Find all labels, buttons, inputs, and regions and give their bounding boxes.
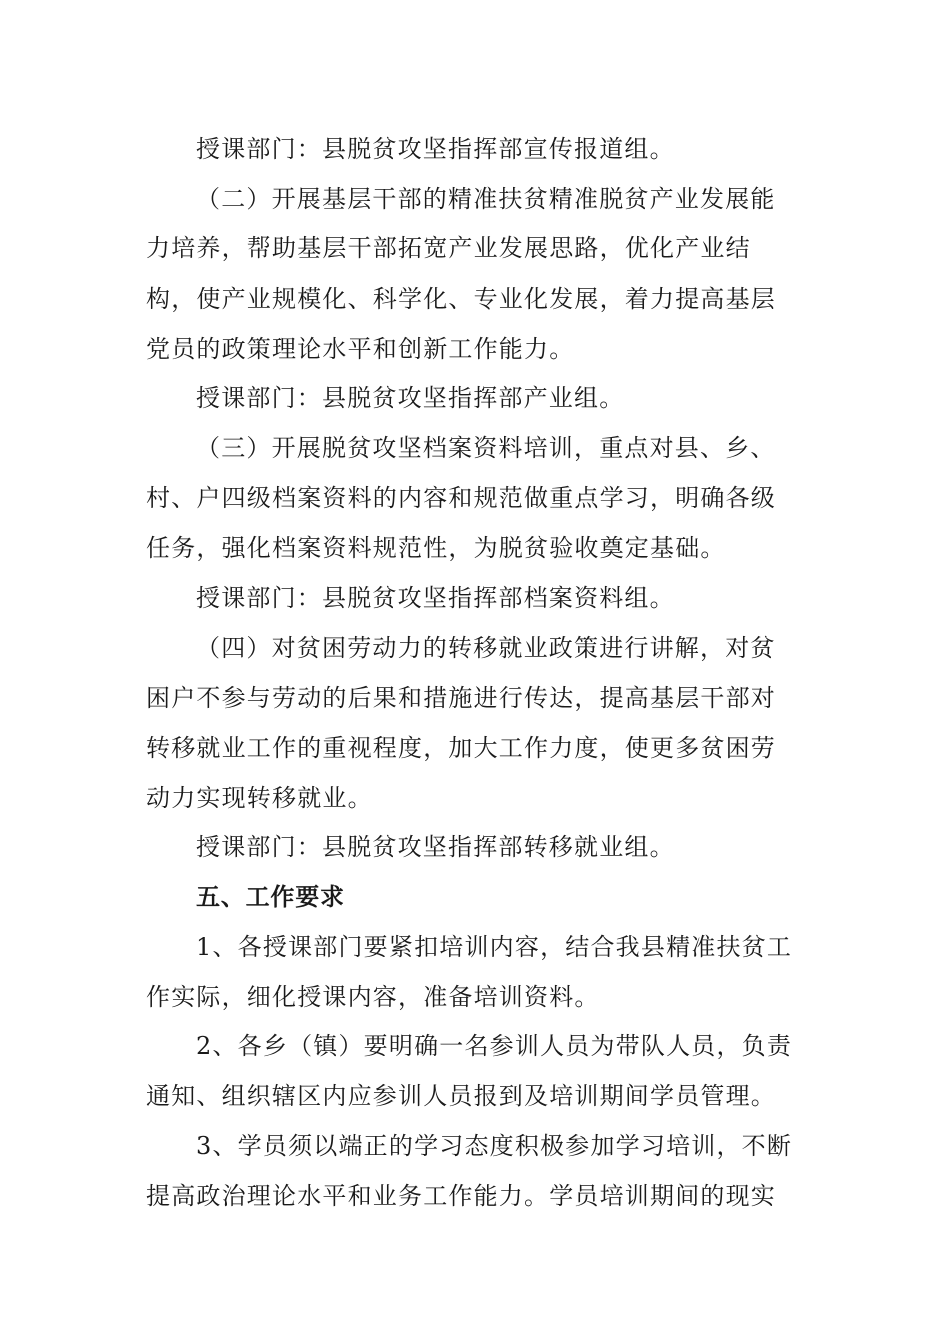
text-line-req-2-start: 2、各乡（镇）要明确一名参训人员为带队人员，负责 — [196, 1032, 793, 1060]
text-line-section-4-cont3: 动力实现转移就业。 — [146, 784, 373, 812]
text-line-section-3-cont2: 任务，强化档案资料规范性，为脱贫验收奠定基础。 — [146, 534, 726, 562]
section-heading-work-requirements: 五、工作要求 — [196, 883, 345, 911]
text-line-section-2-cont1: 力培养，帮助基层干部拓宽产业发展思路，优化产业结 — [146, 234, 751, 262]
text-line-section-3-cont1: 村、户四级档案资料的内容和规范做重点学习，明确各级 — [146, 484, 776, 512]
text-line-dept-industry: 授课部门：县脱贫攻坚指挥部产业组。 — [196, 384, 625, 412]
text-line-dept-employment: 授课部门：县脱贫攻坚指挥部转移就业组。 — [196, 833, 675, 861]
text-line-req-1-start: 1、各授课部门要紧扣培训内容，结合我县精准扶贫工 — [196, 933, 793, 961]
text-line-dept-publicity: 授课部门：县脱贫攻坚指挥部宣传报道组。 — [196, 135, 675, 163]
text-line-section-2-cont3: 党员的政策理论水平和创新工作能力。 — [146, 335, 575, 363]
text-line-section-4-start: （四）对贫困劳动力的转移就业政策进行讲解，对贫 — [196, 634, 776, 662]
text-line-dept-archives: 授课部门：县脱贫攻坚指挥部档案资料组。 — [196, 584, 675, 612]
text-line-section-4-cont1: 困户不参与劳动的后果和措施进行传达，提高基层干部对 — [146, 684, 776, 712]
text-line-req-1-cont: 作实际，细化授课内容，准备培训资料。 — [146, 983, 600, 1011]
text-line-section-3-start: （三）开展脱贫攻坚档案资料培训，重点对县、乡、 — [196, 434, 776, 462]
text-line-req-2-cont: 通知、组织辖区内应参训人员报到及培训期间学员管理。 — [146, 1082, 776, 1110]
text-line-section-4-cont2: 转移就业工作的重视程度，加大工作力度，使更多贫困劳 — [146, 734, 776, 762]
text-line-req-3-start: 3、学员须以端正的学习态度积极参加学习培训，不断 — [196, 1132, 793, 1160]
text-line-req-3-cont: 提高政治理论水平和业务工作能力。学员培训期间的现实 — [146, 1182, 776, 1210]
text-line-section-2-start: （二）开展基层干部的精准扶贫精准脱贫产业发展能 — [196, 185, 776, 213]
text-line-section-2-cont2: 构，使产业规模化、科学化、专业化发展，着力提高基层 — [146, 285, 776, 313]
